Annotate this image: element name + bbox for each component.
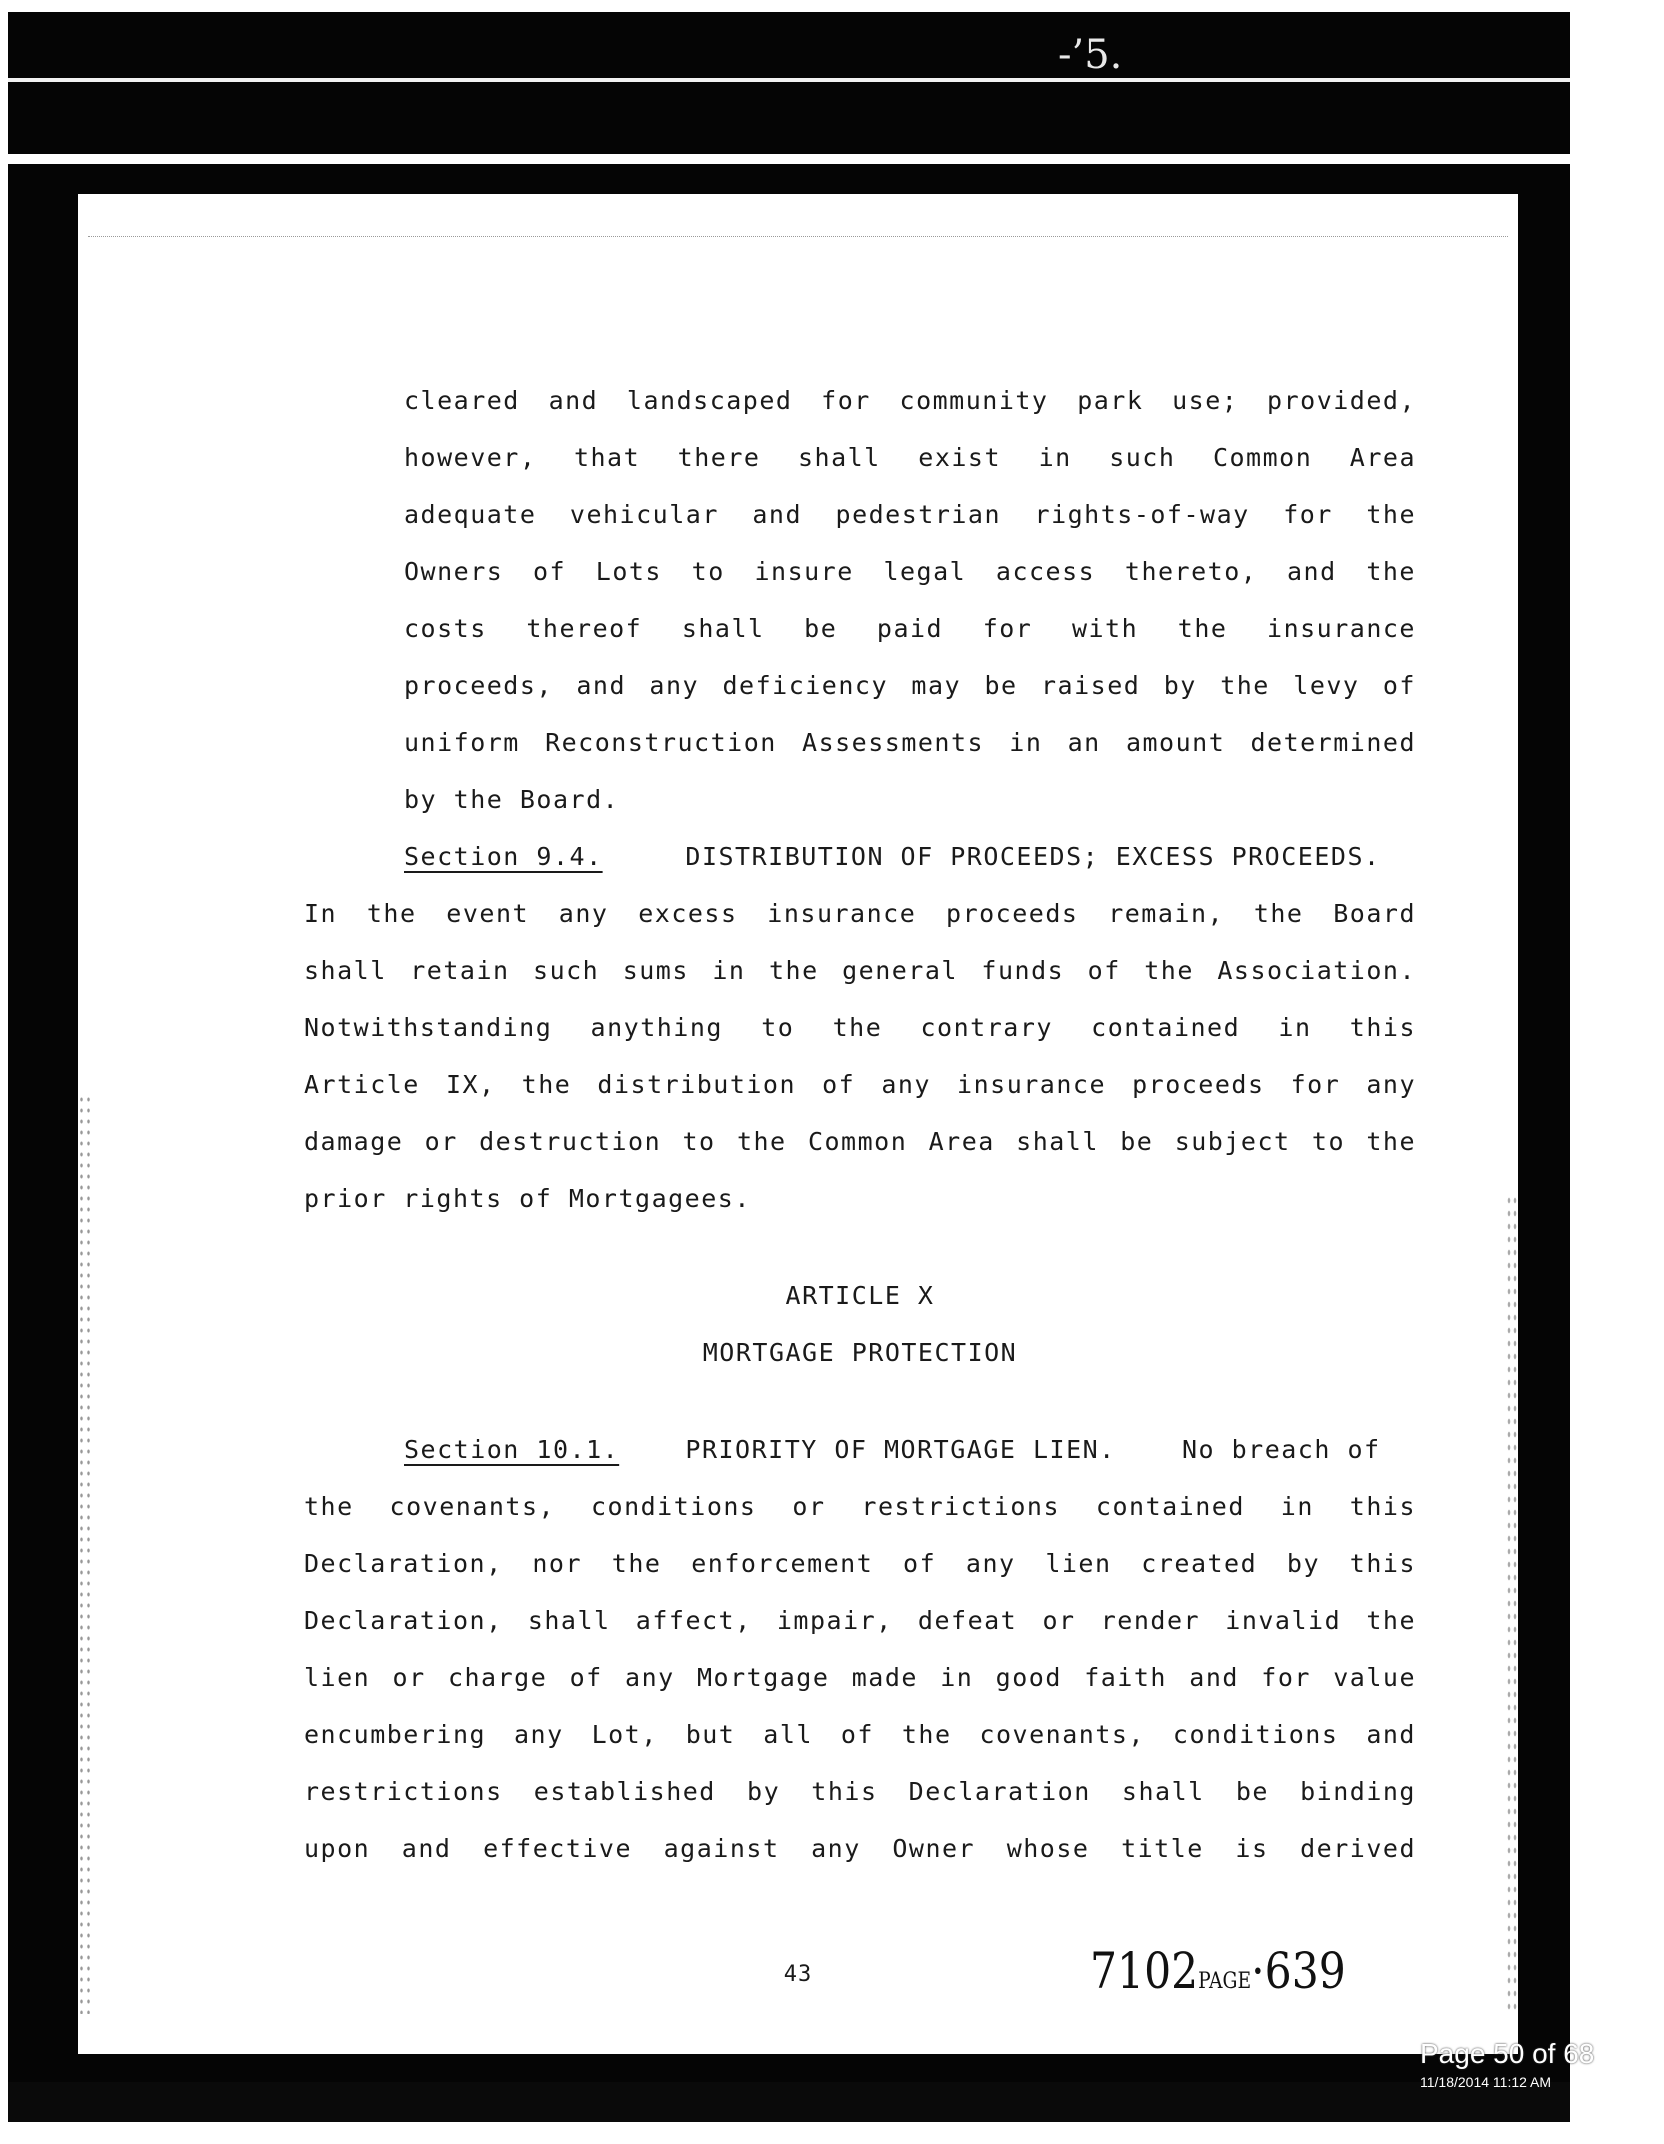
body-line: lien or charge of any Mortgage made in good faith and for value bbox=[304, 1663, 1416, 1692]
document-page bbox=[78, 194, 1518, 2054]
body-line: Declaration, nor the enforcement of any lien created by this bbox=[304, 1549, 1416, 1578]
body-line: Notwithstanding anything to the contrary contained in this bbox=[304, 1013, 1416, 1042]
stamp-page: 639 bbox=[1264, 1942, 1346, 2000]
body-line: cleared and landscaped for community park use; provided, bbox=[404, 386, 1416, 415]
body-line: encumbering any Lot, but all of the covenants, conditions and bbox=[304, 1720, 1416, 1749]
body-line: damage or destruction to the Common Area shall be subject to the bbox=[304, 1127, 1416, 1156]
recording-stamp: 7102PAGE·639 bbox=[1090, 1942, 1346, 2000]
page-indicator: Page 50 of 68 bbox=[1420, 2038, 1595, 2069]
scan-top-rule bbox=[8, 78, 1570, 82]
section-9-4-heading bbox=[304, 828, 1416, 885]
article-heading: ARTICLE X bbox=[785, 1281, 935, 1310]
body-line: shall retain such sums in the general funds of the Association. bbox=[304, 956, 1416, 985]
body-line: upon and effective against any Owner whose title is derived bbox=[304, 1834, 1416, 1863]
body-line: proceeds, and any deficiency may be raised by the levy of bbox=[404, 671, 1416, 700]
print-timestamp: 11/18/2014 11:12 AM bbox=[1420, 2074, 1552, 2090]
scan-top-mark: -’5. bbox=[1058, 32, 1123, 78]
page-number: 43 bbox=[783, 1962, 813, 1987]
document-body bbox=[304, 372, 1416, 1877]
body-line: restrictions established by this Declaration shall be binding bbox=[304, 1777, 1416, 1806]
body-line: however, that there shall exist in such Common Area bbox=[404, 443, 1416, 472]
body-line: costs thereof shall be paid for with the insurance bbox=[404, 614, 1416, 643]
scan-top-band bbox=[8, 12, 1570, 154]
stamp-book: 7102 bbox=[1090, 1942, 1199, 2000]
section-lead-text: No breach of bbox=[1181, 1435, 1381, 1464]
viewer-page-info bbox=[1420, 2038, 1664, 2090]
section-title: DISTRIBUTION OF PROCEEDS; EXCESS PROCEEDS. bbox=[685, 842, 1381, 871]
body-line: the covenants, conditions or restrictions contained in this bbox=[304, 1492, 1416, 1521]
scan-frame bbox=[8, 164, 1570, 2082]
section-label: Section 10.1. bbox=[404, 1435, 620, 1464]
body-line: Owners of Lots to insure legal access thereto, and the bbox=[404, 557, 1416, 586]
body-line: prior rights of Mortgagees. bbox=[304, 1184, 751, 1213]
stamp-page-label: PAGE bbox=[1198, 1969, 1252, 1994]
body-line: In the event any excess insurance proceeds remain, the Board bbox=[304, 899, 1416, 928]
scan-speckle-right bbox=[1506, 1194, 1518, 2014]
scan-speckle-left bbox=[78, 1094, 94, 2014]
body-line: Article IX, the distribution of any insurance proceeds for any bbox=[304, 1070, 1416, 1099]
section-title: PRIORITY OF MORTGAGE LIEN. bbox=[685, 1435, 1116, 1464]
page-top-dotted-rule bbox=[88, 236, 1508, 237]
section-10-1-heading bbox=[304, 1421, 1416, 1478]
body-line: Declaration, shall affect, impair, defeat or render invalid the bbox=[304, 1606, 1416, 1635]
article-title: MORTGAGE PROTECTION bbox=[702, 1338, 1018, 1367]
body-line: by the Board. bbox=[404, 785, 620, 814]
body-line: uniform Reconstruction Assessments in an amount determined bbox=[404, 728, 1416, 757]
section-label: Section 9.4. bbox=[404, 842, 603, 871]
body-line: adequate vehicular and pedestrian rights-of-way for the bbox=[404, 500, 1416, 529]
scan-bottom-band bbox=[8, 2082, 1570, 2122]
